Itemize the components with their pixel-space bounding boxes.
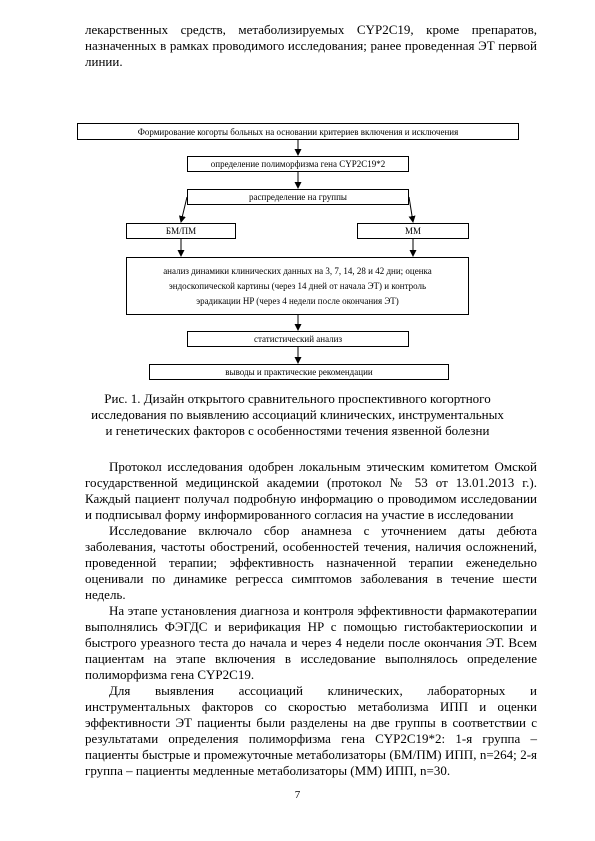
flow-box-group-bm-pm — [126, 223, 236, 239]
flow-box-conclusions — [149, 364, 449, 380]
flow-box-group-mm-text: ММ — [404, 226, 421, 236]
flow-box-cohort-text: Формирование когорты больных на основании критериев включения и исключения — [137, 126, 459, 137]
flow-box-statistics — [187, 331, 409, 347]
flow-box-cohort — [77, 123, 519, 140]
flow-box-group-mm — [357, 223, 469, 239]
flow-box-grouping-text: распределение на группы — [249, 192, 347, 202]
arrow-grouping-to-mm — [409, 197, 413, 222]
caption-line-2: исследования по выявлению ассоциаций клинических, инструментальных — [91, 407, 504, 422]
flow-box-analysis-line-3: эрадикации HP (через 4 недели после окончания ЭТ) — [196, 295, 399, 306]
flow-box-polymorphism-text: определение полиморфизма гена CYP2C19*2 — [210, 159, 386, 169]
flow-box-grouping — [187, 189, 409, 205]
flow-box-analysis-line-2: эндоскопической картины (через 14 дней от начала ЭТ) и контроль — [168, 280, 427, 291]
flow-box-analysis — [126, 257, 469, 315]
flow-box-analysis-line-1: анализ динамики клинических данных на 3, 7, 14, 28 и 42 дни; оценка — [163, 265, 432, 276]
flow-box-polymorphism — [187, 156, 409, 172]
flow-box-conclusions-text: выводы и практические рекомендации — [225, 367, 373, 377]
paragraph-anamnesis: Исследование включало сбор анамнеза с уточнением даты дебюта заболевания, частоты обострений, особенностей течения, наличия осложнений, проведенной терапии; эффективность назначенной терапии еженедельно оценивали по динамике регресса симптомов заболевания в течение шести недель. — [85, 523, 537, 602]
caption-line-3: и генетических факторов с особенностями течения язвенной болезни — [105, 423, 490, 438]
paragraph-ethics: Протокол исследования одобрен локальным этическим комитетом Омской государственной медицинской академии (протокол № 53 от 13.01.2013 г.). Каждый пациент получал подробную информацию о проводимом исследовании и подписывал форму информированного согласия на участие в исследовании — [85, 459, 537, 522]
paragraph-groups: Для выявления ассоциаций клинических, лабораторных и инструментальных факторов со скоростью метаболизма ИПП и оценки эффективности ЭТ пациенты были разделены на две группы в соответствии с результатами определения полиморфизма гена CYP2C19*2: 1-я группа – пациенты быстрые и промежуточные метаболизаторы (БМ/ПМ) ИПП, n=264; 2-я группа – пациенты медленные метаболизаторы (ММ) ИПП, n=30. — [85, 683, 537, 778]
caption-line-1: Рис. 1. Дизайн открытого сравнительного проспективного когортного — [104, 391, 491, 406]
flow-box-group-bm-pm-text: БМ/ПМ — [165, 226, 197, 236]
figure-caption — [60, 391, 535, 439]
flow-box-statistics-text: статистический анализ — [253, 334, 343, 344]
intro-paragraph: лекарственных средств, метаболизируемых CYP2C19, кроме препаратов, назначенных в рамках проводимого исследования; ранее проведенная ЭТ первой линии. — [85, 22, 537, 69]
paragraph-diagnosis: На этапе установления диагноза и контроля эффективности фармакотерапии выполнялись ФЭГДС и верификация HP с помощью гистобактериоскопии и быстрого уреазного теста до начала и через 4 недели после окончания ЭТ. Всем пациентам на этапе включения в исследование выполнялось определение полиморфизма гена CYP2C19. — [85, 603, 537, 682]
page-number: 7 — [294, 789, 301, 801]
